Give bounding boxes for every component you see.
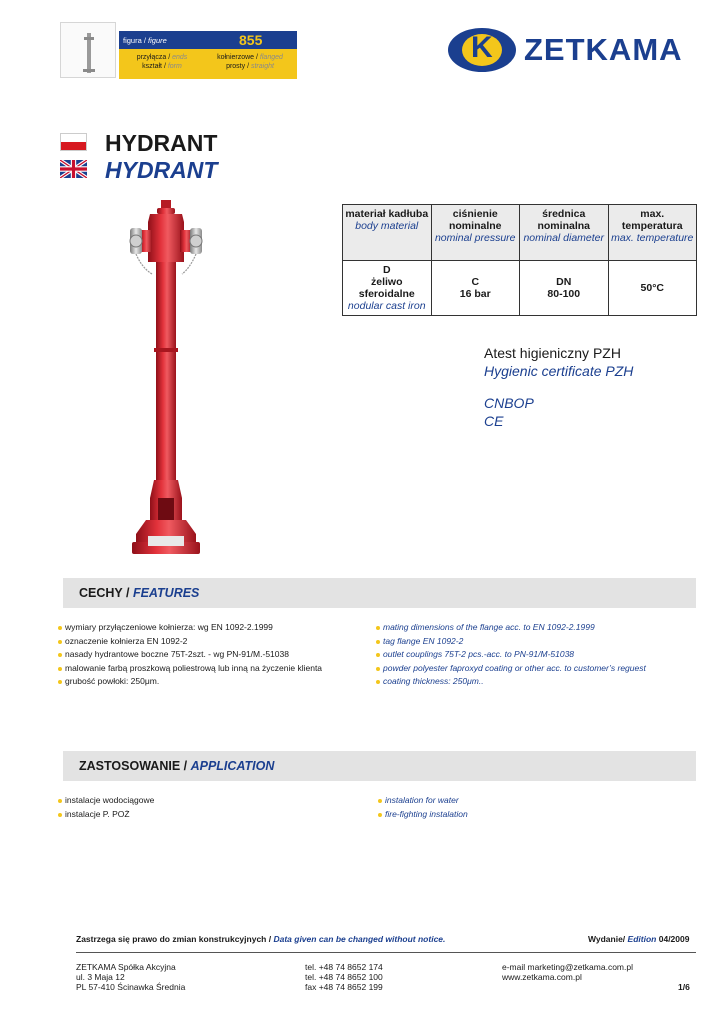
figure-label: figura / figure bbox=[123, 36, 167, 45]
page-title-en: HYDRANT bbox=[105, 157, 218, 183]
list-item: fire-fighting instalation bbox=[378, 808, 468, 822]
cert-pzh-en: Hygienic certificate PZH bbox=[484, 363, 634, 379]
value-max-temperature: 50°C bbox=[608, 261, 697, 316]
list-item: instalation for water bbox=[378, 794, 468, 808]
header-nominal-pressure: ciśnienie nominalne nominal pressure bbox=[431, 205, 520, 261]
list-item: coating thickness: 250μm.. bbox=[376, 675, 646, 689]
application-section-header: ZASTOSOWANIE / APPLICATION bbox=[63, 751, 696, 781]
footer-edition: Wydanie/ Edition 04/2009 bbox=[588, 934, 690, 944]
header-nominal-diameter: średnica nominalna nominal diameter bbox=[520, 205, 609, 261]
value-nominal-diameter: DN 80-100 bbox=[520, 261, 609, 316]
list-item: mating dimensions of the flange acc. to EN 1092-2.1999 bbox=[376, 621, 646, 635]
list-item: powder polyester faproxyd coating or other acc. to customer’s reguest bbox=[376, 662, 646, 676]
features-list-pl bbox=[58, 621, 322, 689]
spec-table bbox=[342, 204, 697, 316]
connection-values: kołnierzowe / flanged prosty / straight bbox=[217, 54, 283, 70]
value-body-material: D żeliwo sferoidalne nodular cast iron bbox=[343, 261, 432, 316]
value-nominal-pressure: C 16 bar bbox=[431, 261, 520, 316]
list-item: outlet couplings 75T-2 pcs.-acc. to PN-91/M-51038 bbox=[376, 648, 646, 662]
email-link[interactable]: e-mail marketing@zetkama.com.pl bbox=[502, 962, 633, 972]
product-thumbnail bbox=[60, 22, 116, 78]
figure-info-box bbox=[119, 31, 297, 79]
list-item: oznaczenie kołnierza EN 1092-2 bbox=[58, 635, 322, 649]
list-item: instalacje wodociągowe bbox=[58, 794, 154, 808]
footer-divider bbox=[76, 952, 696, 953]
polish-flag-icon bbox=[60, 133, 87, 151]
cert-ce: CE bbox=[484, 413, 504, 429]
list-item: tag flange EN 1092-2 bbox=[376, 635, 646, 649]
footer-disclaimer: Zastrzega się prawo do zmian konstrukcyjnych / Data given can be changed without notice. bbox=[76, 934, 446, 944]
list-item: wymiary przyłączeniowe kołnierza: wg EN 1092-2.1999 bbox=[58, 621, 322, 635]
header-max-temperature: max. temperatura max. temperature bbox=[608, 205, 697, 261]
list-item: grubość powłoki: 250μm. bbox=[58, 675, 322, 689]
list-item: malowanie farbą proszkową poliestrową lub inną na życzenie klienta bbox=[58, 662, 322, 676]
page-title-pl: HYDRANT bbox=[105, 130, 218, 156]
uk-flag-icon bbox=[60, 160, 87, 178]
zetkama-logo: K ZETKAMA bbox=[448, 28, 708, 72]
footer-phones: tel. +48 74 8652 174 tel. +48 74 8652 100 fax +48 74 8652 199 bbox=[305, 962, 383, 992]
website-link[interactable]: www.zetkama.com.pl bbox=[502, 972, 582, 982]
features-section-header: CECHY / FEATURES bbox=[63, 578, 696, 608]
connection-labels: przyłącza / ends kształt / form bbox=[136, 54, 188, 70]
hydrant-image bbox=[128, 198, 212, 560]
application-list-en bbox=[378, 794, 468, 821]
header-body-material: materiał kadłuba body material bbox=[343, 205, 432, 261]
cert-cnbop: CNBOP bbox=[484, 395, 534, 411]
figure-number: 855 bbox=[239, 32, 263, 48]
features-list-en bbox=[376, 621, 646, 689]
page-number: 1/6 bbox=[678, 982, 690, 992]
list-item: nasady hydrantowe boczne 75T-2szt. - wg PN-91/M.-51038 bbox=[58, 648, 322, 662]
application-list-pl bbox=[58, 794, 154, 821]
footer-contact bbox=[502, 962, 633, 982]
list-item: instalacje P. POŻ bbox=[58, 808, 154, 822]
cert-pzh-pl: Atest higieniczny PZH bbox=[484, 345, 621, 361]
footer-company: ZETKAMA Spółka Akcyjna ul. 3 Maja 12 PL 57-410 Ścinawka Średnia bbox=[76, 962, 186, 992]
certificates bbox=[484, 344, 633, 430]
